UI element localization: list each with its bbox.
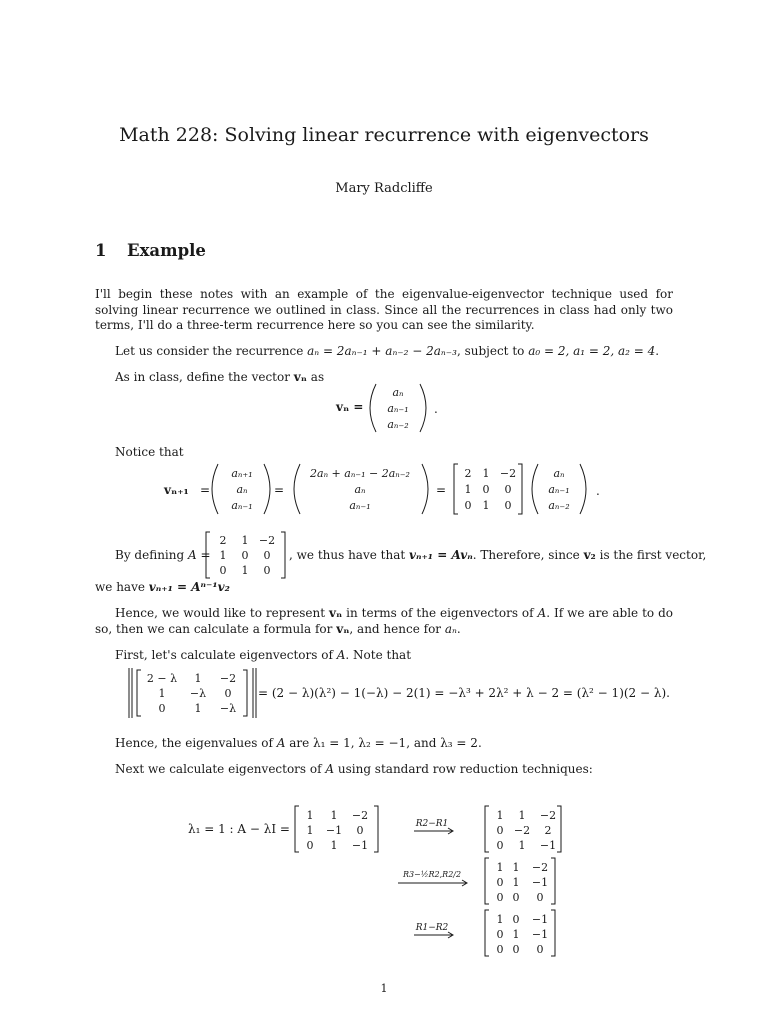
an-symbol: aₙ (444, 621, 457, 636)
svg-text:=: = (200, 483, 211, 497)
matrix-cell: 1 (496, 861, 504, 874)
lambda2-value: λ₂ = −1 (358, 736, 407, 750)
vector-entry: aₙ₊₁ (231, 467, 253, 480)
matrix-cell: −2 (531, 861, 549, 874)
matrix-cell: −1 (539, 839, 557, 852)
vn-label: vₙ = (336, 400, 364, 414)
matrix-cell: 0 (356, 824, 364, 837)
author-name: Mary Radcliffe (335, 181, 433, 196)
vnp1-eq-power: vₙ₊₁ = Aⁿ⁻¹v₂ (148, 580, 230, 594)
hence-paragraph: Hence, we would like to represent vₙ in terms of the eigenvectors of A. If we are able to do so, then we can calculate a formula for vₙ, and hence for aₙ. (95, 606, 673, 636)
vector-entry: aₙ₋₂ (548, 499, 570, 512)
matrix-cell: 1 (512, 928, 520, 941)
A-symbol: A (188, 548, 197, 562)
text: . If we are able to do so, then we can calculate a formula for (95, 606, 673, 636)
section-title: Example (127, 241, 206, 260)
matrix-cell: 1 (306, 809, 314, 822)
matrix-cell: 0 (496, 928, 504, 941)
vector-entry: aₙ (236, 483, 248, 496)
vector-definition-equation (330, 380, 450, 436)
matrix-cell: −2 (499, 467, 517, 480)
matrix-cell: 1 (158, 687, 166, 700)
vn-symbol: vₙ (336, 621, 350, 636)
matrix-cell: 0 (512, 891, 520, 904)
vector-entry: aₙ₋₁ (387, 402, 409, 415)
matrix-cell: 0 (512, 913, 520, 926)
row-reduction-label: λ₁ = 1 : A − λI = (188, 822, 290, 836)
matrix-cell: −1 (531, 928, 549, 941)
matrix-cell: 1 (219, 549, 227, 562)
matrix-cell: −2 (513, 824, 531, 837)
svg-text:.: . (434, 402, 438, 416)
matrix-cell: 0 (496, 876, 504, 889)
row-reduction-steps (292, 804, 562, 962)
matrix-cell: −1 (531, 913, 549, 926)
page-number: 1 (380, 982, 388, 995)
matrix-cell: 0 (224, 687, 232, 700)
matrix-cell: 1 (518, 839, 526, 852)
text: Next we calculate eigenvectors of (115, 762, 326, 776)
matrix-cell: 0 (241, 549, 249, 562)
text: as (306, 370, 325, 384)
section-heading (95, 243, 206, 259)
matrix-cell: 0 (512, 943, 520, 956)
text: using standard row reduction techniques: (334, 762, 593, 776)
text: is the first vector, (595, 548, 707, 562)
matrix-cell: −2 (539, 809, 557, 822)
text: By defining (115, 548, 188, 562)
text: Hence, the eigenvalues of (115, 736, 277, 750)
matrix-cell: 1 (512, 876, 520, 889)
matrix-cell: 0 (504, 499, 512, 512)
vector-entry: aₙ₋₁ (231, 499, 253, 512)
text: . (655, 344, 660, 358)
matrix-A (203, 530, 289, 580)
A-symbol: A (325, 762, 335, 776)
v2-symbol: v₂ (583, 548, 596, 562)
vn-symbol: vₙ (293, 370, 307, 384)
vnp1-eq-Avn: vₙ₊₁ = Avₙ (409, 548, 473, 562)
matrix-cell: 1 (306, 824, 314, 837)
matrix-cell: 2 (464, 467, 472, 480)
matrix-cell: 1 (482, 467, 490, 480)
matrix-cell: −λ (189, 687, 207, 700)
we-have-line (95, 580, 230, 596)
text: Hence, we would like to represent (115, 606, 329, 620)
matrix-cell: 1 (482, 499, 490, 512)
svg-text:=: = (436, 483, 447, 497)
vector-entry: aₙ (354, 483, 366, 496)
text: First, let's calculate eigenvectors of (115, 648, 337, 662)
define-line (115, 370, 324, 386)
matrix-cell: 1 (194, 702, 202, 715)
matrix-cell: 1 (496, 913, 504, 926)
defining-line-tail (289, 548, 706, 564)
matrix-cell: 0 (263, 549, 271, 562)
matrix-cell: 1 (241, 534, 249, 547)
matrix-cell: 1 (518, 809, 526, 822)
vector-entry: aₙ₋₂ (387, 418, 409, 431)
text: are (285, 736, 314, 750)
text: in terms of the eigenvectors of (342, 606, 538, 620)
matrix-cell: 1 (512, 861, 520, 874)
text: As in class, define the vector (115, 370, 294, 384)
text: we have (95, 580, 149, 594)
matrix-cell: 1 (496, 809, 504, 822)
A-symbol: A (336, 648, 346, 662)
matrix-cell: 2 (219, 534, 227, 547)
matrix-cell: −1 (531, 876, 549, 889)
matrix-cell: −2 (258, 534, 276, 547)
row-op-label: R1−R2 (415, 923, 449, 933)
matrix-cell: 0 (504, 483, 512, 496)
matrix-cell: 0 (496, 839, 504, 852)
matrix-cell: −1 (325, 824, 343, 837)
matrix-cell: 0 (158, 702, 166, 715)
matrix-cell: −2 (351, 809, 369, 822)
lambda1-value: λ₁ = 1 (313, 736, 351, 750)
recurrence-matrix-equation (160, 460, 610, 518)
row-op-label: R2−R1 (415, 819, 449, 829)
initial-conditions: a₀ = 2, a₁ = 2, a₂ = 4 (528, 344, 656, 358)
matrix-cell: 0 (536, 891, 544, 904)
vector-entry: aₙ (392, 386, 404, 399)
matrix-cell: 1 (241, 564, 249, 577)
recurrence-formula: aₙ = 2aₙ₋₁ + aₙ₋₂ − 2aₙ₋₃ (307, 344, 457, 358)
recurrence-line (115, 344, 659, 360)
matrix-cell: 2 (544, 824, 552, 837)
matrix-cell: 1 (194, 672, 202, 685)
text: , subject to (456, 344, 529, 358)
text: . Therefore, since (472, 548, 584, 562)
lambda3-value: λ₃ = 2. (440, 736, 482, 750)
matrix-cell: 0 (496, 943, 504, 956)
svg-text:=: = (274, 483, 285, 497)
determinant-expansion: = (2 − λ)(λ²) − 1(−λ) − 2(1) = −λ³ + 2λ² + λ − 2 = (λ² − 1)(2 − λ). (258, 686, 670, 700)
matrix-cell: 2 − λ (146, 672, 178, 685)
vector-entry: aₙ₋₁ (548, 483, 570, 496)
vn-symbol: vₙ (328, 606, 343, 620)
matrix-cell: 0 (536, 943, 544, 956)
matrix-cell: −1 (351, 839, 369, 852)
notice-line: Notice that (115, 445, 184, 459)
row-op-label: R3−½R2,R2/2 (402, 870, 462, 879)
first-line (115, 648, 411, 664)
matrix-cell: 1 (330, 809, 338, 822)
matrix-cell: 0 (496, 824, 504, 837)
determinant-matrix (126, 666, 260, 720)
matrix-cell: −λ (219, 702, 237, 715)
A-symbol: A (537, 606, 547, 620)
matrix-cell: 0 (219, 564, 227, 577)
section-number: 1 (95, 241, 107, 260)
matrix-cell: −2 (219, 672, 237, 685)
vnp1-label: vₙ₊₁ (164, 483, 189, 497)
matrix-cell: 0 (306, 839, 314, 852)
eigenvalues-line: Hence, the eigenvalues of A are λ₁ = 1, λ₂ = −1, and λ₃ = 2. (115, 736, 482, 750)
text: , and (406, 736, 441, 750)
matrix-cell: 0 (464, 499, 472, 512)
next-line (115, 762, 593, 778)
A-symbol: A (276, 736, 286, 750)
vector-entry: 2aₙ + aₙ₋₁ − 2aₙ₋₂ (310, 467, 410, 480)
matrix-cell: 0 (496, 891, 504, 904)
text: Let us consider the recurrence (115, 344, 308, 358)
text: , we thus have that (289, 548, 409, 562)
vector-entry: aₙ (553, 467, 565, 480)
matrix-cell: 1 (464, 483, 472, 496)
matrix-cell: 1 (330, 839, 338, 852)
defining-line: By defining A = (115, 548, 211, 562)
matrix-cell: 0 (482, 483, 490, 496)
paper-title: Math 228: Solving linear recurrence with eigenvectors (119, 124, 649, 146)
intro-paragraph: I'll begin these notes with an example of the eigenvalue-eigenvector technique used for solving linear recurrence we outlined in class. Since all the recurrences in class had only two terms, I'll do a three-term recurrence here so you can see the similarity. (95, 287, 673, 332)
matrix-cell: 0 (263, 564, 271, 577)
svg-text:.: . (596, 484, 600, 498)
vector-entry: aₙ₋₁ (349, 499, 371, 512)
text: , and hence for (349, 621, 445, 636)
text: . Note that (345, 648, 412, 662)
